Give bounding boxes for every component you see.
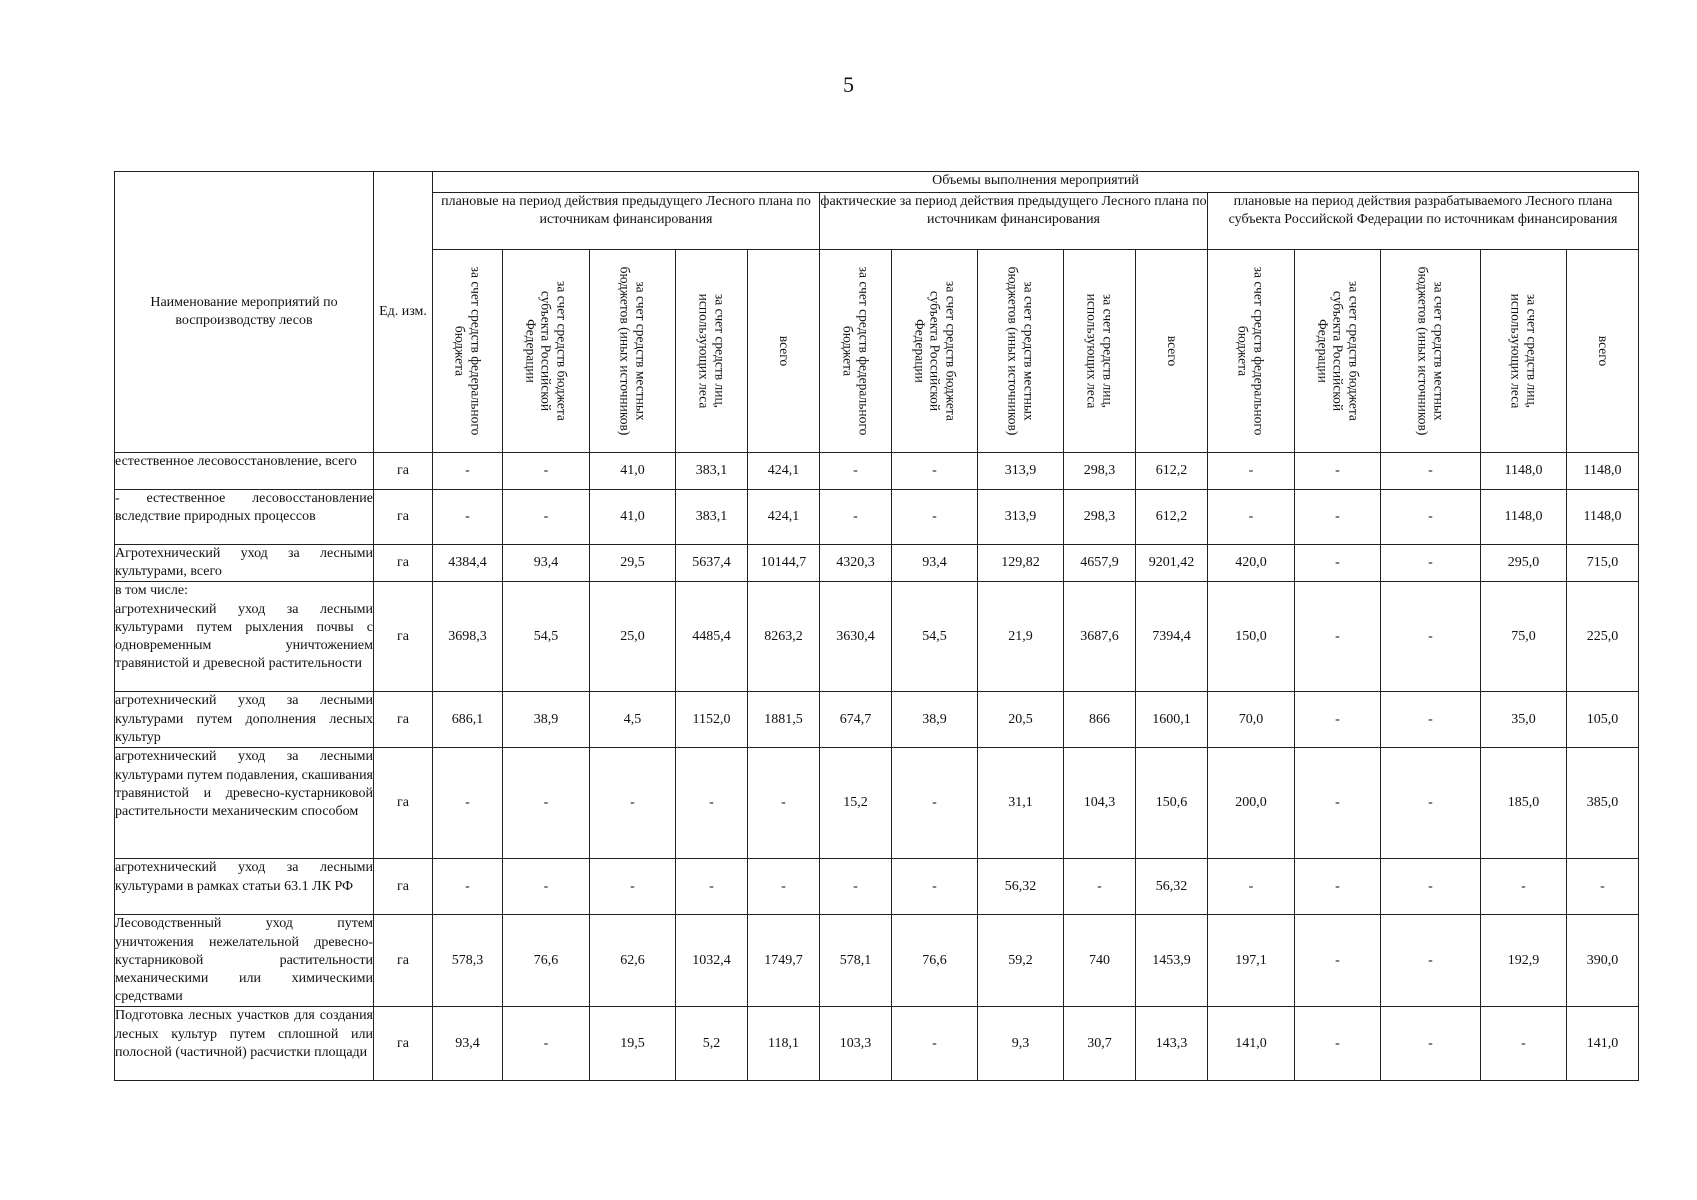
page-number: 5	[843, 72, 854, 97]
activity-name-text: Подготовка лесных участков для создания лесных культур путем сплошной или полосной (частичной) расчистки площади	[115, 1008, 373, 1060]
value-cell: -	[503, 453, 590, 490]
unit-cell: га	[374, 582, 433, 692]
value-cell: 25,0	[590, 582, 676, 692]
subheader-regional: за счет средств бюджета субъекта Российской Федерации	[1295, 250, 1381, 453]
value-cell: 674,7	[820, 692, 892, 748]
value-cell: 192,9	[1481, 915, 1567, 1007]
value-cell: -	[503, 748, 590, 859]
table-body	[115, 453, 1639, 1081]
subheader-total: всего	[1567, 250, 1639, 453]
value-cell: -	[433, 748, 503, 859]
value-cell: 4485,4	[676, 582, 748, 692]
activity-name-prefix: в том числе:	[115, 583, 188, 599]
value-cell: -	[892, 453, 978, 490]
value-cell: 141,0	[1208, 1007, 1295, 1081]
activity-name	[115, 582, 374, 692]
activity-name-text: агротехнический уход за лесными культурами путем подавления, скашивания травянистой и древесно-кустарниковой растительности механическим способом	[115, 749, 373, 819]
table-row	[115, 859, 1639, 915]
value-cell: -	[748, 859, 820, 915]
value-cell: -	[892, 490, 978, 545]
activity-name-text: агротехнический уход за лесными культурами в рамках статьи 63.1 ЛК РФ	[115, 860, 373, 894]
value-cell: -	[503, 1007, 590, 1081]
value-cell: 150,6	[1136, 748, 1208, 859]
activity-name	[115, 748, 374, 859]
value-cell: 15,2	[820, 748, 892, 859]
value-cell: 200,0	[1208, 748, 1295, 859]
subheader-regional: за счет средств бюджета субъекта Российской Федерации	[503, 250, 590, 453]
value-cell: -	[820, 490, 892, 545]
value-cell: 1148,0	[1567, 453, 1639, 490]
value-cell: 7394,4	[1136, 582, 1208, 692]
value-cell: 612,2	[1136, 490, 1208, 545]
value-cell: 56,32	[978, 859, 1064, 915]
value-cell: 383,1	[676, 490, 748, 545]
value-cell: 41,0	[590, 453, 676, 490]
value-cell: 298,3	[1064, 490, 1136, 545]
table-row	[115, 915, 1639, 1007]
value-cell: 4,5	[590, 692, 676, 748]
unit-cell: га	[374, 1007, 433, 1081]
value-cell: 54,5	[503, 582, 590, 692]
value-cell: -	[1381, 1007, 1481, 1081]
value-cell: 62,6	[590, 915, 676, 1007]
activity-name	[115, 545, 374, 582]
value-cell: 612,2	[1136, 453, 1208, 490]
activity-name-text: Агротехнический уход за лесными культурами, всего	[115, 546, 373, 580]
value-cell: 578,1	[820, 915, 892, 1007]
value-cell: 56,32	[1136, 859, 1208, 915]
value-cell: 298,3	[1064, 453, 1136, 490]
subheader-federal: за счет средств федерального бюджета	[433, 250, 503, 453]
value-cell: -	[1381, 490, 1481, 545]
value-cell: 20,5	[978, 692, 1064, 748]
value-cell: 185,0	[1481, 748, 1567, 859]
value-cell: -	[1481, 859, 1567, 915]
value-cell: -	[1381, 748, 1481, 859]
value-cell: 93,4	[503, 545, 590, 582]
value-cell: 143,3	[1136, 1007, 1208, 1081]
value-cell: 866	[1064, 692, 1136, 748]
table-row	[115, 582, 1639, 692]
value-cell: 295,0	[1481, 545, 1567, 582]
value-cell: -	[1295, 915, 1381, 1007]
value-cell: 10144,7	[748, 545, 820, 582]
value-cell: 1600,1	[1136, 692, 1208, 748]
header-volumes: Объемы выполнения мероприятий	[433, 172, 1639, 193]
activity-name	[115, 859, 374, 915]
value-cell: 420,0	[1208, 545, 1295, 582]
value-cell: -	[1295, 453, 1381, 490]
value-cell: -	[433, 859, 503, 915]
value-cell: -	[1295, 748, 1381, 859]
activity-name-text: естественное лесовосстановление, всего	[115, 454, 357, 469]
subheader-federal: за счет средств федерального бюджета	[1208, 250, 1295, 453]
value-cell: -	[503, 859, 590, 915]
value-cell: -	[433, 490, 503, 545]
value-cell: 104,3	[1064, 748, 1136, 859]
header-unit: Ед. изм.	[374, 172, 433, 453]
value-cell: 424,1	[748, 490, 820, 545]
value-cell: 715,0	[1567, 545, 1639, 582]
value-cell: 740	[1064, 915, 1136, 1007]
value-cell: 9,3	[978, 1007, 1064, 1081]
value-cell: 30,7	[1064, 1007, 1136, 1081]
value-cell: 686,1	[433, 692, 503, 748]
value-cell: -	[820, 859, 892, 915]
value-cell: 5637,4	[676, 545, 748, 582]
activity-name	[115, 1007, 374, 1081]
value-cell: 19,5	[590, 1007, 676, 1081]
header-activity-name: Наименование мероприятий по воспроизводству лесов	[115, 172, 374, 453]
value-cell: -	[1064, 859, 1136, 915]
value-cell: 4384,4	[433, 545, 503, 582]
subheader-total: всего	[748, 250, 820, 453]
value-cell: 225,0	[1567, 582, 1639, 692]
value-cell: 93,4	[892, 545, 978, 582]
value-cell: -	[676, 859, 748, 915]
activity-name-text: агротехнический уход за лесными культурами путем рыхления почвы с одновременным уничтожением травянистой и древесной растительности	[115, 601, 373, 672]
value-cell: 3687,6	[1064, 582, 1136, 692]
value-cell: 29,5	[590, 545, 676, 582]
header-group-actual-previous: фактические за период действия предыдущего Лесного плана по источникам финансирования	[820, 193, 1208, 250]
unit-cell: га	[374, 545, 433, 582]
value-cell: 3698,3	[433, 582, 503, 692]
subheader-regional: за счет средств бюджета субъекта Российской Федерации	[892, 250, 978, 453]
table-row	[115, 1007, 1639, 1081]
value-cell: -	[1295, 545, 1381, 582]
table-row	[115, 748, 1639, 859]
subheader-local: за счет средств местных бюджетов (иных источников)	[590, 250, 676, 453]
value-cell: 1148,0	[1481, 490, 1567, 545]
value-cell: 150,0	[1208, 582, 1295, 692]
value-cell: -	[1295, 490, 1381, 545]
activity-name	[115, 692, 374, 748]
value-cell: 38,9	[503, 692, 590, 748]
activity-name-text: агротехнический уход за лесными культурами путем дополнения лесных культур	[115, 693, 373, 745]
value-cell: 5,2	[676, 1007, 748, 1081]
value-cell: -	[1567, 859, 1639, 915]
value-cell: -	[503, 490, 590, 545]
value-cell: -	[1381, 582, 1481, 692]
value-cell: 76,6	[892, 915, 978, 1007]
value-cell: 390,0	[1567, 915, 1639, 1007]
activity-name-text: Лесоводственный уход путем уничтожения нежелательной древесно-кустарниковой растительности механическими или химическими средствами	[115, 916, 373, 1005]
value-cell: -	[1295, 1007, 1381, 1081]
value-cell: 93,4	[433, 1007, 503, 1081]
reforestation-table	[114, 171, 1639, 1081]
value-cell: 383,1	[676, 453, 748, 490]
value-cell: -	[1208, 859, 1295, 915]
value-cell: 1148,0	[1481, 453, 1567, 490]
subheader-total: всего	[1136, 250, 1208, 453]
value-cell: 1749,7	[748, 915, 820, 1007]
value-cell: 197,1	[1208, 915, 1295, 1007]
value-cell: 59,2	[978, 915, 1064, 1007]
subheader-local: за счет средств местных бюджетов (иных источников)	[1381, 250, 1481, 453]
value-cell: 4320,3	[820, 545, 892, 582]
unit-cell: га	[374, 859, 433, 915]
value-cell: 1152,0	[676, 692, 748, 748]
value-cell: -	[1381, 915, 1481, 1007]
value-cell: -	[748, 748, 820, 859]
header-group-planned-new: плановые на период действия разрабатываемого Лесного плана субъекта Российской Федерации по источникам финансирования	[1208, 193, 1639, 250]
value-cell: 38,9	[892, 692, 978, 748]
value-cell: -	[892, 859, 978, 915]
value-cell: 54,5	[892, 582, 978, 692]
value-cell: 70,0	[1208, 692, 1295, 748]
value-cell: 105,0	[1567, 692, 1639, 748]
value-cell: 31,1	[978, 748, 1064, 859]
unit-cell: га	[374, 748, 433, 859]
value-cell: 35,0	[1481, 692, 1567, 748]
subheader-forest-users: за счет средств лиц, использующих леса	[1481, 250, 1567, 453]
value-cell: -	[1295, 859, 1381, 915]
subheader-forest-users: за счет средств лиц, использующих леса	[676, 250, 748, 453]
table-row	[115, 490, 1639, 545]
value-cell: -	[676, 748, 748, 859]
subheader-local: за счет средств местных бюджетов (иных источников)	[978, 250, 1064, 453]
value-cell: 385,0	[1567, 748, 1639, 859]
value-cell: -	[892, 748, 978, 859]
unit-cell: га	[374, 490, 433, 545]
value-cell: -	[590, 859, 676, 915]
value-cell: 1453,9	[1136, 915, 1208, 1007]
value-cell: -	[1208, 490, 1295, 545]
subheader-federal: за счет средств федерального бюджета	[820, 250, 892, 453]
header-group-planned-previous: плановые на период действия предыдущего Лесного плана по источникам финансирования	[433, 193, 820, 250]
value-cell: -	[1481, 1007, 1567, 1081]
value-cell: 1881,5	[748, 692, 820, 748]
activity-name	[115, 453, 374, 490]
activity-name-text: - естественное лесовосстановление вследствие природных процессов	[115, 491, 373, 525]
activity-name	[115, 490, 374, 545]
value-cell: 424,1	[748, 453, 820, 490]
table-row	[115, 692, 1639, 748]
value-cell: 1148,0	[1567, 490, 1639, 545]
value-cell: -	[1381, 453, 1481, 490]
unit-cell: га	[374, 692, 433, 748]
value-cell: -	[892, 1007, 978, 1081]
subheader-forest-users: за счет средств лиц, использующих леса	[1064, 250, 1136, 453]
value-cell: 9201,42	[1136, 545, 1208, 582]
value-cell: -	[1295, 692, 1381, 748]
value-cell: -	[1208, 453, 1295, 490]
table-row	[115, 453, 1639, 490]
activity-name	[115, 915, 374, 1007]
value-cell: -	[1295, 582, 1381, 692]
value-cell: -	[433, 453, 503, 490]
value-cell: 76,6	[503, 915, 590, 1007]
value-cell: 578,3	[433, 915, 503, 1007]
value-cell: 118,1	[748, 1007, 820, 1081]
value-cell: 8263,2	[748, 582, 820, 692]
value-cell: 75,0	[1481, 582, 1567, 692]
value-cell: -	[1381, 545, 1481, 582]
value-cell: 21,9	[978, 582, 1064, 692]
value-cell: 141,0	[1567, 1007, 1639, 1081]
value-cell: 313,9	[978, 490, 1064, 545]
value-cell: 313,9	[978, 453, 1064, 490]
value-cell: 103,3	[820, 1007, 892, 1081]
table-row	[115, 545, 1639, 582]
value-cell: 4657,9	[1064, 545, 1136, 582]
value-cell: 3630,4	[820, 582, 892, 692]
unit-cell: га	[374, 915, 433, 1007]
unit-cell: га	[374, 453, 433, 490]
value-cell: -	[1381, 692, 1481, 748]
value-cell: 129,82	[978, 545, 1064, 582]
value-cell: 41,0	[590, 490, 676, 545]
value-cell: -	[1381, 859, 1481, 915]
value-cell: -	[820, 453, 892, 490]
value-cell: -	[590, 748, 676, 859]
value-cell: 1032,4	[676, 915, 748, 1007]
